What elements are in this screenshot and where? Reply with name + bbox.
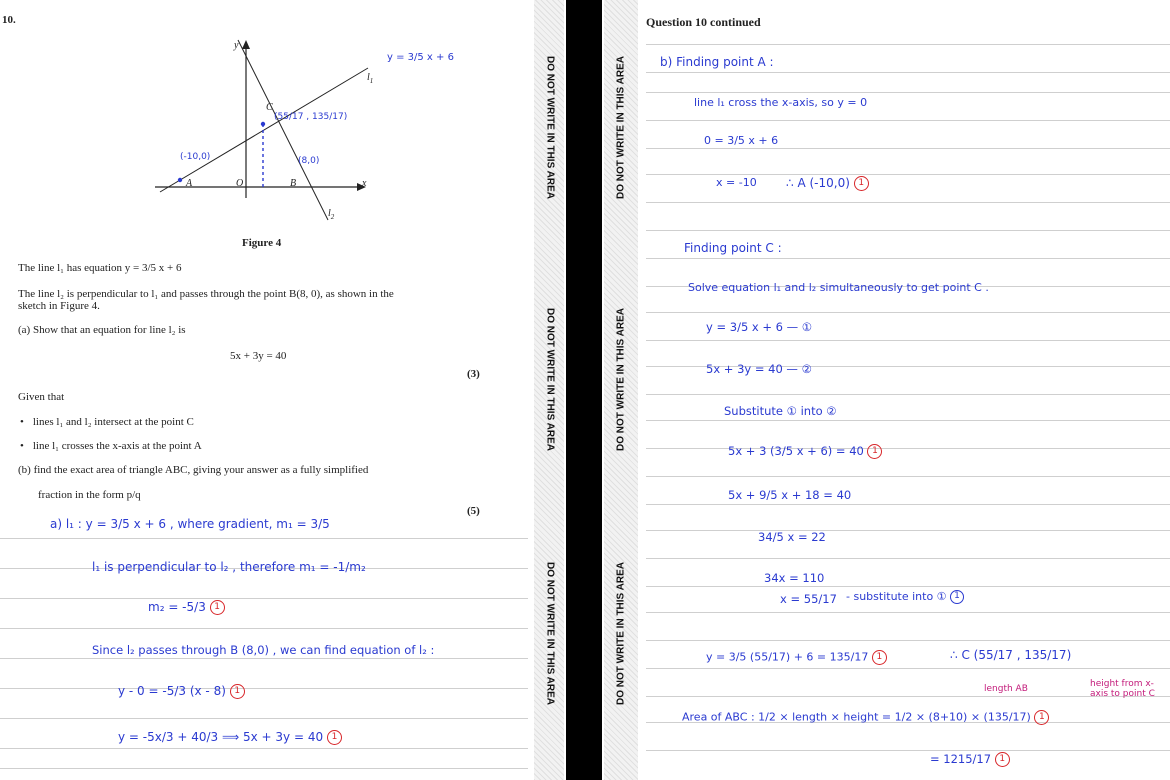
answer-a-line-6: y = -5x/3 + 40/3 ⟹ 5x + 3y = 40 1 xyxy=(118,730,342,745)
answer-a-line-1: a) l₁ : y = 3/5 x + 6 , where gradient, m₁ = 3/5 xyxy=(50,517,330,531)
mark-circle: 1 xyxy=(327,730,342,745)
margin-warning: DO NOT WRITE IN THIS AREA xyxy=(544,562,556,705)
answer-b-line-16: Area of ABC : 1/2 × length × height = 1/2 × (8+10) × (135/17) 1 xyxy=(682,710,1049,725)
figure-l2-label: $l_2$ xyxy=(328,208,335,221)
mark-circle: 1 xyxy=(854,176,869,191)
note-height: height from x-axis to point C xyxy=(1090,679,1155,699)
answer-b-line-5: Finding point C : xyxy=(684,241,782,255)
margin-warning: DO NOT WRITE IN THIS AREA xyxy=(544,308,556,451)
part-a-equation: 5x + 3y = 40 xyxy=(230,350,287,362)
figure-hw-c-coordinate: (55/17 , 135/17) xyxy=(274,112,348,122)
bullet-1: • lines l₁ and l₂ intersect at the point C xyxy=(20,416,194,428)
answer-a-line-5: y - 0 = -5/3 (x - 8) 1 xyxy=(118,684,245,699)
answer-b-line-2: line l₁ cross the x-axis, so y = 0 xyxy=(694,96,868,109)
answer-a-line-4: Since l₂ passes through B (8,0) , we can find equation of l₂ : xyxy=(92,643,435,657)
figure-caption: Figure 4 xyxy=(242,237,282,249)
point-c-dot xyxy=(261,122,265,126)
part-a-prompt: (a) Show that an equation for line l₂ is xyxy=(18,324,186,336)
mark-circle: 1 xyxy=(867,444,882,459)
line-l1 xyxy=(160,68,368,192)
stem-line-2: The line l₂ is perpendicular to l₁ and passes through the point B(8, 0), as shown in the xyxy=(18,288,394,300)
ref-circle-1: 1 xyxy=(950,590,964,604)
margin-warning: DO NOT WRITE IN THIS AREA xyxy=(615,308,627,451)
mark-circle: 1 xyxy=(872,650,887,665)
part-b-marks: (5) xyxy=(467,505,480,517)
stem-line-1: The line l₁ has equation y = 3/5 x + 6 xyxy=(18,262,182,274)
answer-b-line-15b: ∴ C (55/17 , 135/17) xyxy=(950,648,1072,662)
mark-circle: 1 xyxy=(210,600,225,615)
answer-b-final: = 1215/17 1 xyxy=(930,752,1010,767)
figure-x-label: x xyxy=(362,178,367,189)
stem-line-3: sketch in Figure 4. xyxy=(18,300,100,312)
margin-warning: DO NOT WRITE IN THIS AREA xyxy=(544,56,556,199)
given-that: Given that xyxy=(18,391,65,403)
figure-4-sketch xyxy=(150,38,450,228)
answer-b-line-15a: y = 3/5 (55/17) + 6 = 135/17 1 xyxy=(706,650,887,665)
answer-b-line-6: Solve equation l₁ and l₂ simultaneously to get point C . xyxy=(688,281,989,294)
note-length-ab: length AB xyxy=(984,684,1028,694)
part-b-prompt-line-2: fraction in the form p/q xyxy=(38,489,141,501)
margin-warning: DO NOT WRITE IN THIS AREA xyxy=(615,56,627,199)
figure-hw-a-coordinate: (-10,0) xyxy=(180,152,211,162)
question-number: 10. xyxy=(2,14,16,26)
margin-warning: DO NOT WRITE IN THIS AREA xyxy=(615,562,627,705)
answer-a-line-3: m₂ = -5/3 1 xyxy=(148,600,225,615)
continued-header: Question 10 continued xyxy=(646,15,761,29)
figure-a-label: A xyxy=(186,178,193,189)
figure-l1-label: $l_1$ xyxy=(367,72,374,85)
mark-circle: 1 xyxy=(995,752,1010,767)
line-l2 xyxy=(238,40,328,220)
answer-b-line-4b: ∴ A (-10,0) 1 xyxy=(786,176,869,191)
answer-b-heading: b) Finding point A : xyxy=(660,55,774,69)
page-gap xyxy=(566,0,602,780)
y-axis-arrow xyxy=(242,40,250,49)
answer-b-line-14b: - substitute into ① 1 xyxy=(846,590,964,604)
figure-b-label: B xyxy=(290,178,297,189)
point-a-dot xyxy=(178,178,182,182)
mark-circle: 1 xyxy=(1034,710,1049,725)
figure-hw-b-coordinate: (8,0) xyxy=(298,156,320,166)
answer-b-line-12: 34/5 x = 22 xyxy=(758,530,826,544)
part-b-prompt-line-1: (b) find the exact area of triangle ABC, giving your answer as a fully simplified xyxy=(18,464,369,476)
answer-a-line-2: l₁ is perpendicular to l₂ , therefore m₁ = -1/m₂ xyxy=(92,560,366,574)
answer-b-line-13: 34x = 110 xyxy=(764,571,825,585)
bullet-2: • line l₁ crosses the x-axis at the point A xyxy=(20,440,202,452)
answer-b-line-9: Substitute ① into ② xyxy=(724,404,837,418)
answer-b-line-10: 5x + 3 (3/5 x + 6) = 40 1 xyxy=(728,444,882,459)
figure-o-label: O xyxy=(236,178,244,189)
answer-b-line-14a: x = 55/17 xyxy=(780,592,837,606)
mark-circle: 1 xyxy=(230,684,245,699)
part-a-marks: (3) xyxy=(467,368,480,380)
answer-b-line-11: 5x + 9/5 x + 18 = 40 xyxy=(728,488,852,502)
figure-y-label: y xyxy=(234,40,239,51)
answer-b-line-7: y = 3/5 x + 6 — ① xyxy=(706,320,813,334)
answer-b-line-8: 5x + 3y = 40 — ② xyxy=(706,362,812,376)
figure-c-label: C xyxy=(266,102,273,113)
figure-hw-l1-equation: y = 3/5 x + 6 xyxy=(387,52,454,63)
answer-b-line-3: 0 = 3/5 x + 6 xyxy=(704,134,779,147)
answer-b-line-4a: x = -10 xyxy=(716,176,757,189)
